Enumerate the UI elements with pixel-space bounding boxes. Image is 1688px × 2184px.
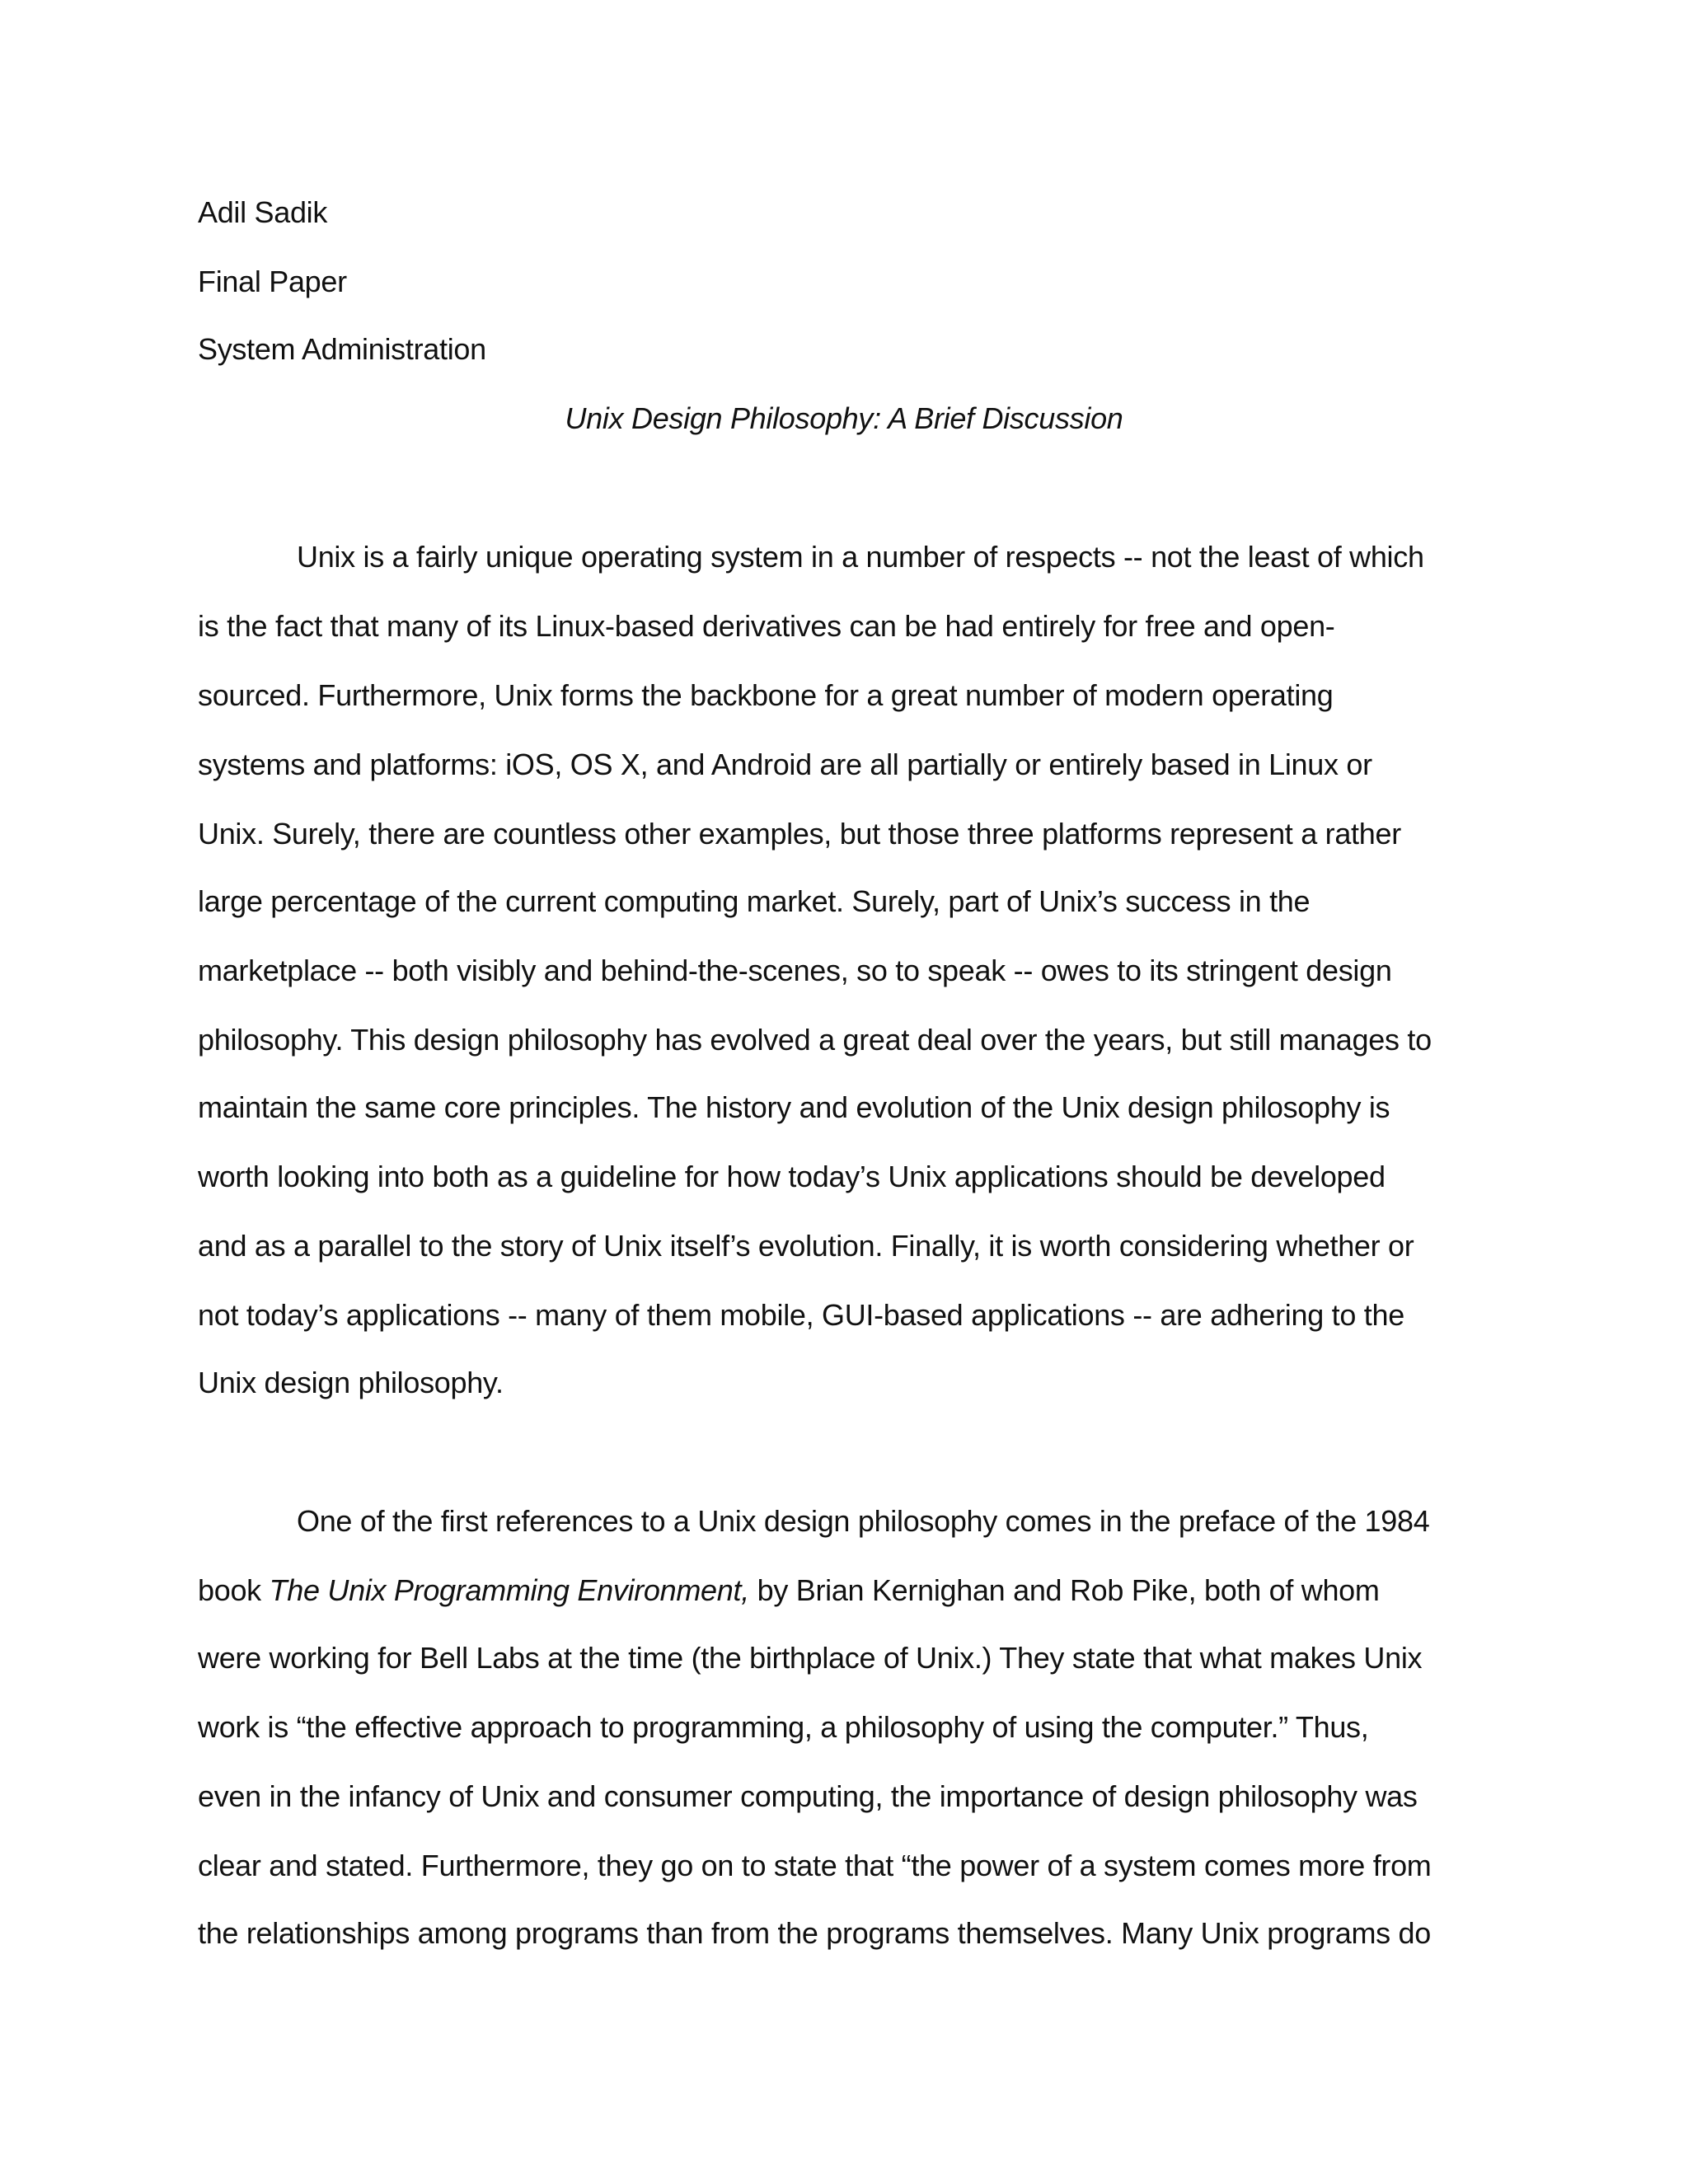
paragraph-1-line-13: Unix design philosophy. — [198, 1366, 504, 1399]
paragraph-1-line-3: sourced. Furthermore, Unix forms the backbone for a great number of modern operating — [198, 678, 1334, 712]
paragraph-1-line-12: not today’s applications -- many of them mobile, GUI-based applications -- are adhering to the — [198, 1298, 1404, 1332]
paragraph-2-line-4: work is “the effective approach to programming, a philosophy of using the computer.” Thus, — [198, 1710, 1369, 1744]
paragraph-2-line-1: One of the first references to a Unix design philosophy comes in the preface of the 1984 — [297, 1504, 1430, 1538]
paragraph-1-line-1: Unix is a fairly unique operating system in a number of respects -- not the least of which — [297, 540, 1424, 574]
paragraph-1-line-7: marketplace -- both visibly and behind-the-scenes, so to speak -- owes to its stringent design — [198, 954, 1392, 987]
paragraph-1-line-4: systems and platforms: iOS, OS X, and Android are all partially or entirely based in Linux or — [198, 748, 1372, 781]
paragraph-2-line-2-post: by Brian Kernighan and Rob Pike, both of whom — [748, 1573, 1380, 1607]
paragraph-1-line-11: and as a parallel to the story of Unix itself’s evolution. Finally, it is worth considering whether or — [198, 1229, 1414, 1263]
paragraph-1-line-2: is the fact that many of its Linux-based derivatives can be had entirely for free and open- — [198, 609, 1335, 643]
paragraph-1-line-6: large percentage of the current computing market. Surely, part of Unix’s success in the — [198, 884, 1311, 918]
author-name: Adil Sadik — [198, 195, 328, 229]
paragraph-1-line-5: Unix. Surely, there are countless other examples, but those three platforms represent a rather — [198, 817, 1401, 851]
paragraph-2-line-6: clear and stated. Furthermore, they go on to state that “the power of a system comes more from — [198, 1849, 1432, 1882]
paragraph-2-line-2 — [198, 1572, 1380, 1609]
paragraph-2-line-2-pre: book — [198, 1573, 270, 1607]
paragraph-2-line-7: the relationships among programs than from the programs themselves. Many Unix programs do — [198, 1916, 1431, 1950]
book-title-citation: The Unix Programming Environment, — [269, 1573, 749, 1607]
assignment-label: Final Paper — [198, 265, 347, 298]
paper-title: Unix Design Philosophy: A Brief Discussion — [565, 401, 1123, 435]
paragraph-1-line-10: worth looking into both as a guideline for how today’s Unix applications should be developed — [198, 1160, 1386, 1193]
paragraph-1-line-8: philosophy. This design philosophy has evolved a great deal over the years, but still manages to — [198, 1023, 1432, 1057]
paragraph-2-line-5: even in the infancy of Unix and consumer computing, the importance of design philosophy was — [198, 1779, 1418, 1813]
course-name: System Administration — [198, 332, 486, 366]
paragraph-1-line-9: maintain the same core principles. The history and evolution of the Unix design philosophy is — [198, 1090, 1390, 1124]
paragraph-2-line-3: were working for Bell Labs at the time (the birthplace of Unix.) They state that what makes Unix — [198, 1641, 1423, 1675]
